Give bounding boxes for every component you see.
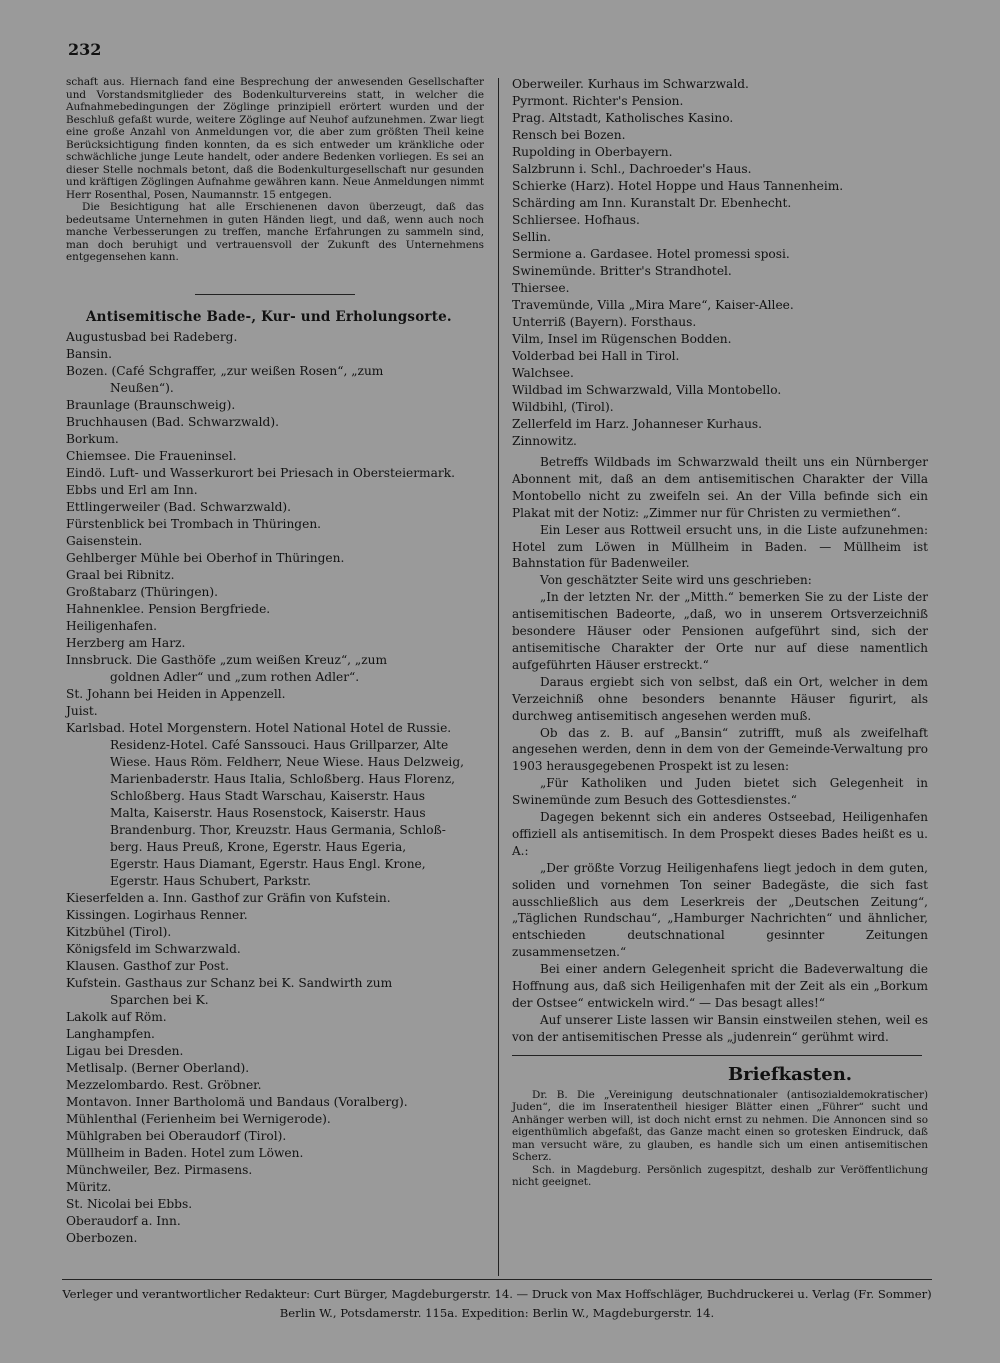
article-paragraph: „Der größte Vorzug Heiligenhafens liegt jedoch in dem guten, soliden und vornehmen Ton seiner Badegäste, die sich fast ausschließlich aus dem Leserkreis der „Deutschen Zeitung“, „Täglichen Rundschau“, „Hamburger Nachrichten“ und ähnlicher, entschieden deutschnational gesinnter Zeitungen zusammensetzen.“ bbox=[512, 860, 928, 960]
list-item: Residenz-Hotel. Café Sanssouci. Haus Grillparzer, Alte bbox=[110, 737, 449, 752]
list-item: Fürstenblick bei Trombach in Thüringen. bbox=[66, 516, 322, 531]
article-paragraph: Daraus ergiebt sich von selbst, daß ein Ort, welcher in dem Verzeichniß ohne besonders benannte Häuser figurirt, als durchweg antisemitisch angesehen werden muß. bbox=[512, 674, 928, 723]
article-paragraph: „In der letzten Nr. der „Mitth.“ bemerken Sie zu der Liste der antisemitischen Badeorte, „daß, wo in unserem Ortsverzeichniß besondere Häuser oder Pensionen aufgeführt sind, sich der antisemitische Charakter der Orte nur auf diese namentlich aufgeführten Häuser erstreckt.“ bbox=[512, 590, 928, 672]
list-item: Rupolding in Oberbayern. bbox=[512, 145, 673, 159]
list-item: Rensch bei Bozen. bbox=[512, 128, 626, 142]
list-item: Zinnowitz. bbox=[512, 434, 577, 448]
list-item: Ligau bei Dresden. bbox=[66, 1043, 184, 1058]
list-item: Mühlgraben bei Oberaudorf (Tirol). bbox=[66, 1128, 287, 1143]
list-item: Schliersee. Hofhaus. bbox=[512, 213, 640, 227]
list-item: Sparchen bei K. bbox=[110, 992, 209, 1007]
list-item: Wiese. Haus Röm. Feldherr, Neue Wiese. Haus Delzweig, bbox=[110, 754, 464, 769]
list-item: Prag. Altstadt, Katholisches Kasino. bbox=[512, 111, 734, 125]
briefkasten-title: Briefkasten. bbox=[727, 1063, 853, 1085]
intro-paragraph: schaft aus. Hiernach fand eine Besprechung der anwesenden Gesellschafter und Vorstandsmitglieder des Bodenkulturvereins statt, in welcher die Aufnahmebedingungen der Zöglinge prinzipiell erörtert wurden und der Beschluß gefaßt wurde, weitere Zöglinge auf Neuhof aufzunehmen. Zwar liegt eine große Anzahl von Anmeldungen vor, die aber zum größten Theil keine Berücksichtigung finden konnten, da es sich entweder um kränkliche oder schwächliche junge Leute handelt, oder andere Bedenken vorliegen. Es sei an dieser Stelle nochmals betont, daß die Bodenkulturgesellschaft nur gesunden und kräftigen Zöglingen Aufnahme gewähren kann. Neue Anmeldungen nimmt Herr Rosenthal, Posen, Naumannstr. 15 entgegen. bbox=[66, 76, 484, 201]
list-item: goldnen Adler“ und „zum rothen Adler“. bbox=[110, 669, 360, 684]
list-item: Kitzbühel (Tirol). bbox=[66, 924, 172, 939]
list-item: Innsbruck. Die Gasthöfe „zum weißen Kreuz“, „zum bbox=[66, 652, 388, 667]
section-divider bbox=[195, 294, 355, 295]
footer-line: Berlin W., Potsdamerstr. 115a. Expedition: Berlin W., Magdeburgerstr. 14. bbox=[279, 1306, 715, 1320]
list-item: Herzberg am Harz. bbox=[66, 635, 186, 650]
list-item: Hahnenklee. Pension Bergfriede. bbox=[66, 601, 271, 616]
list-item: Gaisenstein. bbox=[66, 533, 143, 548]
right-column bbox=[512, 76, 928, 1189]
briefkasten-text bbox=[512, 1089, 928, 1189]
list-item: Müritz. bbox=[66, 1179, 112, 1194]
list-item: Juist. bbox=[66, 703, 98, 718]
article-paragraph: Ein Leser aus Rottweil ersucht uns, in die Liste aufzunehmen: Hotel zum Löwen in Müllheim in Baden. — Müllheim ist Bahnstation für Badenweiler. bbox=[512, 522, 928, 571]
list-item: Karlsbad. Hotel Morgenstern. Hotel National Hotel de Russie. bbox=[66, 720, 452, 735]
list-item: Thiersee. bbox=[512, 281, 570, 295]
article-paragraph: Auf unserer Liste lassen wir Bansin einstweilen stehen, weil es von der antisemitischen Presse als „judenrein“ gerühmt wird. bbox=[512, 1012, 928, 1044]
article-paragraph: Ob das z. B. auf „Bansin“ zutrifft, muß als zweifelhaft angesehen werden, denn in dem von der Gemeinde-Verwaltung pro 1903 herausgegebenen Prospekt ist zu lesen: bbox=[512, 725, 928, 774]
list-item: Montavon. Inner Bartholomä und Bandaus (Voralberg). bbox=[66, 1094, 408, 1109]
list-item: Chiemsee. Die Fraueninsel. bbox=[66, 448, 237, 463]
list-item: Unterriß (Bayern). Forsthaus. bbox=[512, 315, 697, 329]
list-item: Egerstr. Haus Diamant, Egerstr. Haus Engl. Krone, bbox=[110, 856, 426, 871]
list-item: Walchsee. bbox=[512, 366, 574, 380]
list-item: Schärding am Inn. Kuranstalt Dr. Ebenhecht. bbox=[512, 196, 792, 210]
list-item: Metlisalp. (Berner Oberland). bbox=[66, 1060, 250, 1075]
list-item: Augustusbad bei Radeberg. bbox=[66, 329, 238, 344]
list-item: Vilm, Insel im Rügenschen Bodden. bbox=[512, 332, 732, 346]
list-item: Borkum. bbox=[66, 431, 119, 446]
list-item: Oberweiler. Kurhaus im Schwarzwald. bbox=[512, 77, 749, 91]
briefkasten-entry: Sch. in Magdeburg. Persönlich zugespitzt, deshalb zur Veröffentlichung nicht geeignet. bbox=[512, 1163, 928, 1189]
list-item: Eindö. Luft- und Wasserkurort bei Priesach in Obersteiermark. bbox=[66, 465, 455, 480]
list-item: Bruchhausen (Bad. Schwarzwald). bbox=[66, 414, 279, 429]
list-item: Volderbad bei Hall in Tirol. bbox=[512, 349, 680, 363]
list-item: Großtabarz (Thüringen). bbox=[66, 584, 219, 599]
section-divider bbox=[512, 1055, 922, 1056]
intro-paragraph: Die Besichtigung hat alle Erschienenen davon überzeugt, daß das bedeutsame Unternehmen in guten Händen liegt, und daß, wenn auch noch manche Verbesserungen zu treffen, manche Erfahrungen zu sammeln sind, man doch beruhigt und vertrauensvoll der Zukunft des Unternehmens entgegensehen kann. bbox=[66, 201, 484, 263]
column-divider bbox=[498, 78, 499, 1276]
list-item: Gehlberger Mühle bei Oberhof in Thüringen. bbox=[66, 550, 345, 565]
list-item: Graal bei Ribnitz. bbox=[66, 567, 175, 582]
list-item: Königsfeld im Schwarzwald. bbox=[66, 941, 241, 956]
list-item: Brandenburg. Thor, Kreuzstr. Haus Germania, Schloß- bbox=[110, 822, 446, 837]
list-item: St. Nicolai bei Ebbs. bbox=[66, 1196, 193, 1211]
list-item: Swinemünde. Britter's Strandhotel. bbox=[512, 264, 732, 278]
list-item: Salzbrunn i. Schl., Dachroeder's Haus. bbox=[512, 162, 752, 176]
list-item: Ettlingerweiler (Bad. Schwarzwald). bbox=[66, 499, 292, 514]
list-item: Travemünde, Villa „Mira Mare“, Kaiser-Allee. bbox=[512, 298, 794, 312]
list-item: Müllheim in Baden. Hotel zum Löwen. bbox=[66, 1145, 304, 1160]
places-list-right bbox=[512, 76, 928, 450]
page-number: 232 bbox=[68, 40, 102, 59]
list-item: Oberbozen. bbox=[66, 1230, 138, 1245]
article-paragraph: Von geschätzter Seite wird uns geschrieben: bbox=[540, 573, 812, 588]
list-item: Oberaudorf a. Inn. bbox=[66, 1213, 181, 1228]
list-item: Münchweiler, Bez. Pirmasens. bbox=[66, 1162, 253, 1177]
list-item: Sellin. bbox=[512, 230, 551, 244]
list-item: Schloßberg. Haus Stadt Warschau, Kaiserstr. Haus bbox=[110, 788, 426, 803]
briefkasten-entry: Dr. B. Die „Vereinigung deutschnationaler (antisozialdemokratischer) Juden“, die im Inseratentheil hiesiger Blätter einen „Führer“ sucht und Anhänger werben will, ist doch nicht ernst zu nehmen. Die Annoncen sind so eigenthümlich abgefaßt, das Ganze macht einen so grotesken Eindruck, daß man versucht wäre, zu glauben, es handle sich um einen antisemitischen Scherz. bbox=[512, 1088, 928, 1164]
footer-divider bbox=[62, 1279, 932, 1280]
places-list-left bbox=[66, 329, 484, 1247]
article-paragraph: Betreffs Wildbads im Schwarzwald theilt uns ein Nürnberger Abonnent mit, daß an dem antisemitischen Charakter der Villa Montobello nicht zu zweifeln sei. An der Villa befinde sich ein Plakat mit der Notiz: „Zimmer nur für Christen zu vermiethen“. bbox=[512, 455, 928, 520]
list-item: Egerstr. Haus Schubert, Parkstr. bbox=[110, 873, 311, 888]
list-item: Klausen. Gasthof zur Post. bbox=[66, 958, 229, 973]
left-column bbox=[66, 76, 484, 1247]
list-item: Marienbaderstr. Haus Italia, Schloßberg. Haus Florenz, bbox=[110, 771, 456, 786]
article-paragraph: Bei einer andern Gelegenheit spricht die Badeverwaltung die Hoffnung aus, daß sich Heiligenhafen mit der Zeit als ein „Borkum der Ostsee“ entwickeln wird.“ — Das besagt alles!“ bbox=[512, 962, 928, 1010]
list-item: Mezzelombardo. Rest. Gröbner. bbox=[66, 1077, 262, 1092]
list-item: Malta, Kaiserstr. Haus Rosenstock, Kaiserstr. Haus bbox=[110, 805, 426, 820]
list-item: Langhampfen. bbox=[66, 1026, 155, 1041]
list-item: Neußen“). bbox=[110, 380, 174, 395]
list-item: Ebbs und Erl am Inn. bbox=[66, 482, 198, 497]
list-item: Wildbihl, (Tirol). bbox=[512, 400, 614, 414]
list-item: Schierke (Harz). Hotel Hoppe und Haus Tannenheim. bbox=[512, 179, 844, 193]
article-text bbox=[512, 454, 928, 1046]
list-item: berg. Haus Preuß, Krone, Egerstr. Haus Egeria, bbox=[110, 839, 407, 854]
list-item: Lakolk auf Röm. bbox=[66, 1009, 167, 1024]
list-item: St. Johann bei Heiden in Appenzell. bbox=[66, 686, 286, 701]
list-item: Wildbad im Schwarzwald, Villa Montobello. bbox=[512, 383, 782, 397]
intro-article bbox=[66, 76, 484, 264]
article-paragraph: Dagegen bekennt sich ein anderes Ostseebad, Heiligenhafen offiziell als antisemitisch. In dem Prospekt dieses Bades heißt es u. A.: bbox=[512, 810, 928, 858]
section-title: Antisemitische Bade-, Kur- und Erholungsorte. bbox=[86, 308, 452, 325]
footer-line: Verleger und verantwortlicher Redakteur: Curt Bürger, Magdeburgerstr. 14. — Druck von Max Hoffschläger, Buchdruckerei u. Verlag (Fr. Sommer) bbox=[62, 1287, 932, 1301]
list-item: Mühlenthal (Ferienheim bei Wernigerode). bbox=[66, 1111, 331, 1126]
list-item: Braunlage (Braunschweig). bbox=[66, 397, 236, 412]
list-item: Bozen. (Café Schgraffer, „zur weißen Rosen“, „zum bbox=[66, 363, 384, 378]
list-item: Pyrmont. Richter's Pension. bbox=[512, 94, 684, 108]
list-item: Kufstein. Gasthaus zur Schanz bei K. Sandwirth zum bbox=[66, 975, 393, 990]
list-item: Kieserfelden a. Inn. Gasthof zur Gräfin von Kufstein. bbox=[66, 890, 391, 905]
list-item: Kissingen. Logirhaus Renner. bbox=[66, 907, 248, 922]
list-item: Bansin. bbox=[66, 346, 112, 361]
article-paragraph: „Für Katholiken und Juden bietet sich Gelegenheit in Swinemünde zum Besuch des Gottesdienstes.“ bbox=[512, 776, 928, 808]
list-item: Zellerfeld im Harz. Johanneser Kurhaus. bbox=[512, 417, 763, 431]
list-item: Heiligenhafen. bbox=[66, 618, 157, 633]
list-item: Sermione a. Gardasee. Hotel promessi sposi. bbox=[512, 247, 790, 261]
